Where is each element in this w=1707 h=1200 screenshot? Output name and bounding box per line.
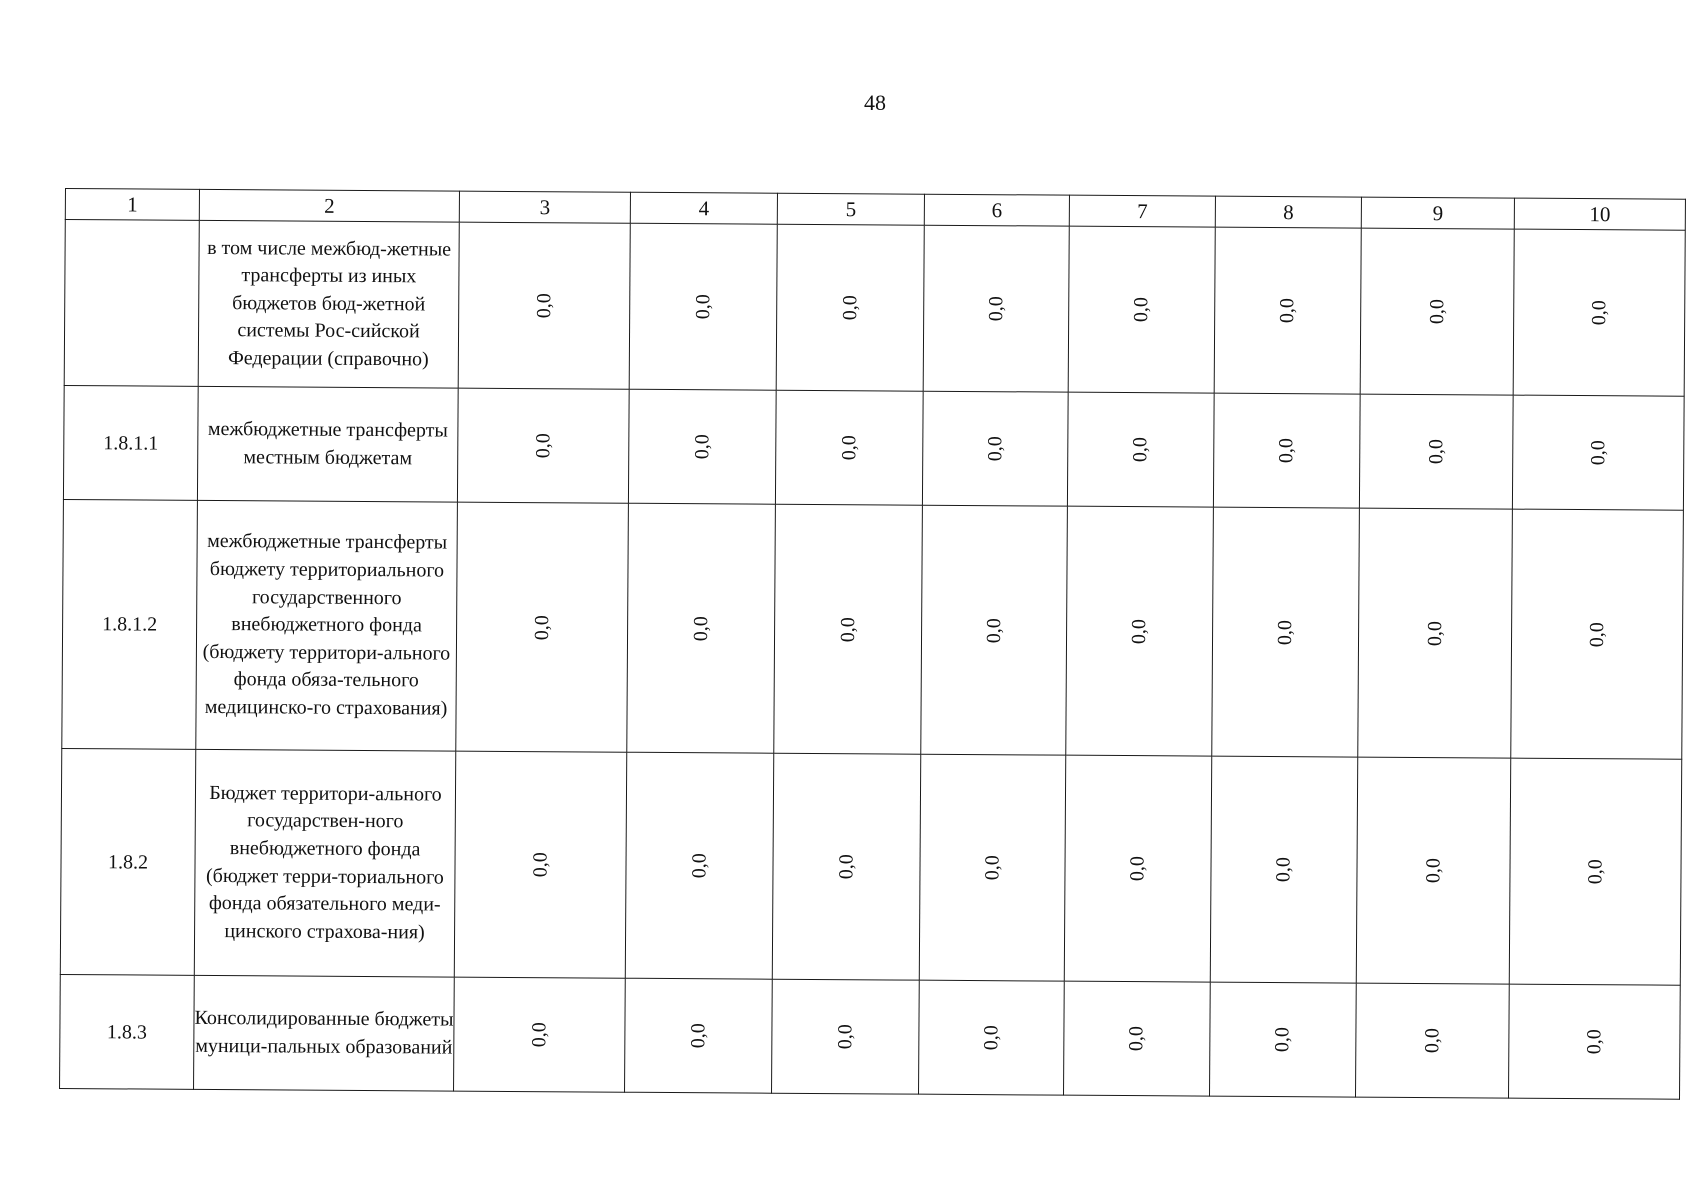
row-name: межбюджетные трансферты бюджету территориального государственного внебюджетного фонда (бюджету территори-ального фонда обяза-тельного медицинско-го страхования) — [196, 500, 458, 751]
value-cell — [1064, 981, 1211, 1096]
column-header: 8 — [1215, 196, 1361, 228]
value-text: 0,0 — [1585, 621, 1608, 647]
value-cell — [1512, 395, 1684, 510]
value-cell — [1213, 393, 1360, 508]
value-text: 0,0 — [1587, 300, 1610, 326]
value-text: 0,0 — [528, 852, 552, 878]
row-code: 1.8.1.2 — [62, 499, 198, 749]
value-text: 0,0 — [689, 615, 712, 641]
value-text: 0,0 — [1271, 1027, 1294, 1053]
value-cell — [454, 977, 626, 1092]
table-row — [64, 220, 1685, 397]
value-cell — [628, 389, 776, 504]
table-row — [60, 974, 1681, 1099]
value-cell — [625, 978, 773, 1093]
value-cell — [1513, 229, 1685, 396]
value-text: 0,0 — [1586, 440, 1609, 466]
value-text: 0,0 — [1126, 856, 1149, 882]
value-cell — [1509, 758, 1681, 985]
budget-table — [59, 188, 1686, 1100]
value-cell — [454, 751, 626, 978]
column-header: 9 — [1361, 197, 1514, 229]
column-header: 2 — [199, 189, 459, 222]
value-cell — [776, 224, 924, 391]
value-cell — [1359, 394, 1513, 509]
value-cell — [625, 752, 773, 979]
column-header: 1 — [65, 189, 199, 221]
value-cell — [1066, 506, 1214, 756]
value-cell — [1067, 392, 1214, 507]
value-text: 0,0 — [531, 433, 554, 459]
value-cell — [629, 223, 777, 390]
value-text: 0,0 — [1273, 619, 1297, 645]
column-header: 4 — [630, 192, 777, 224]
table-body — [60, 220, 1686, 1100]
row-code: 1.8.3 — [60, 974, 195, 1089]
value-text: 0,0 — [1424, 439, 1447, 465]
value-cell — [457, 388, 629, 503]
value-cell — [919, 980, 1065, 1095]
value-text: 0,0 — [527, 1022, 550, 1048]
value-text: 0,0 — [984, 296, 1007, 322]
budget-table-container — [59, 188, 1685, 1100]
row-name: межбюджетные трансферты местным бюджетам — [197, 386, 458, 502]
value-text: 0,0 — [1272, 857, 1295, 883]
row-code: 1.8.1.1 — [63, 385, 198, 500]
value-text: 0,0 — [690, 434, 713, 460]
value-cell — [1068, 226, 1215, 393]
row-code — [64, 220, 199, 387]
value-cell — [1214, 227, 1361, 394]
value-text: 0,0 — [983, 436, 1006, 462]
value-cell — [456, 502, 629, 752]
row-code: 1.8.2 — [60, 748, 195, 975]
value-text: 0,0 — [1421, 858, 1445, 884]
table-row — [60, 748, 1681, 985]
value-cell — [772, 979, 920, 1094]
value-text: 0,0 — [691, 294, 714, 320]
row-name: Бюджет территори-ального государствен-ного внебюджетного фонда (бюджет терри-ториального фонда обязательного меди-цинского страхова-ния) — [194, 749, 455, 977]
value-text: 0,0 — [1125, 1026, 1148, 1052]
row-name: Консолидированные бюджеты муници-пальных образований — [194, 975, 455, 1091]
value-cell — [1212, 507, 1360, 757]
page-number: 48 — [864, 90, 886, 115]
value-cell — [922, 391, 1068, 506]
column-header: 10 — [1514, 198, 1685, 230]
value-text: 0,0 — [837, 435, 860, 461]
value-text: 0,0 — [1128, 618, 1151, 644]
value-text: 0,0 — [686, 1023, 709, 1049]
column-header: 3 — [459, 191, 630, 223]
value-text: 0,0 — [1130, 297, 1153, 323]
value-cell — [627, 503, 776, 753]
value-cell — [772, 753, 920, 980]
value-text: 0,0 — [1423, 620, 1446, 646]
table-row — [62, 499, 1684, 759]
value-text: 0,0 — [1583, 859, 1607, 885]
value-text: 0,0 — [1582, 1029, 1605, 1055]
value-cell — [1210, 756, 1357, 983]
value-cell — [1511, 509, 1684, 759]
value-text: 0,0 — [532, 293, 555, 319]
value-cell — [1064, 755, 1211, 982]
value-cell — [919, 754, 1065, 981]
column-header: 7 — [1069, 195, 1215, 227]
table-row — [63, 385, 1684, 510]
value-cell — [1210, 982, 1357, 1097]
column-header: 6 — [924, 194, 1069, 226]
value-text: 0,0 — [1129, 437, 1152, 463]
value-text: 0,0 — [1420, 1028, 1443, 1054]
value-cell — [1355, 983, 1509, 1098]
column-header: 5 — [777, 193, 924, 225]
value-text: 0,0 — [1425, 299, 1448, 325]
value-text: 0,0 — [982, 617, 1005, 643]
row-name: в том числе межбюд-жетные трансферты из иных бюджетов бюд-жетной системы Рос-сийской Федерации (справочно) — [198, 220, 459, 388]
value-cell — [1358, 508, 1513, 758]
value-text: 0,0 — [834, 854, 858, 880]
value-text: 0,0 — [838, 295, 861, 321]
value-cell — [1356, 757, 1510, 984]
value-text: 0,0 — [687, 853, 711, 879]
value-text: 0,0 — [833, 1024, 856, 1050]
value-text: 0,0 — [530, 614, 553, 640]
value-text: 0,0 — [980, 855, 1004, 881]
value-cell — [774, 504, 923, 754]
value-text: 0,0 — [836, 616, 859, 642]
value-cell — [458, 222, 630, 389]
value-cell — [921, 505, 1068, 755]
value-cell — [1360, 228, 1514, 395]
value-text: 0,0 — [1276, 298, 1299, 324]
value-cell — [923, 225, 1069, 392]
value-cell — [1508, 984, 1680, 1099]
value-cell — [775, 390, 923, 505]
value-text: 0,0 — [1275, 438, 1298, 464]
value-text: 0,0 — [979, 1025, 1002, 1051]
